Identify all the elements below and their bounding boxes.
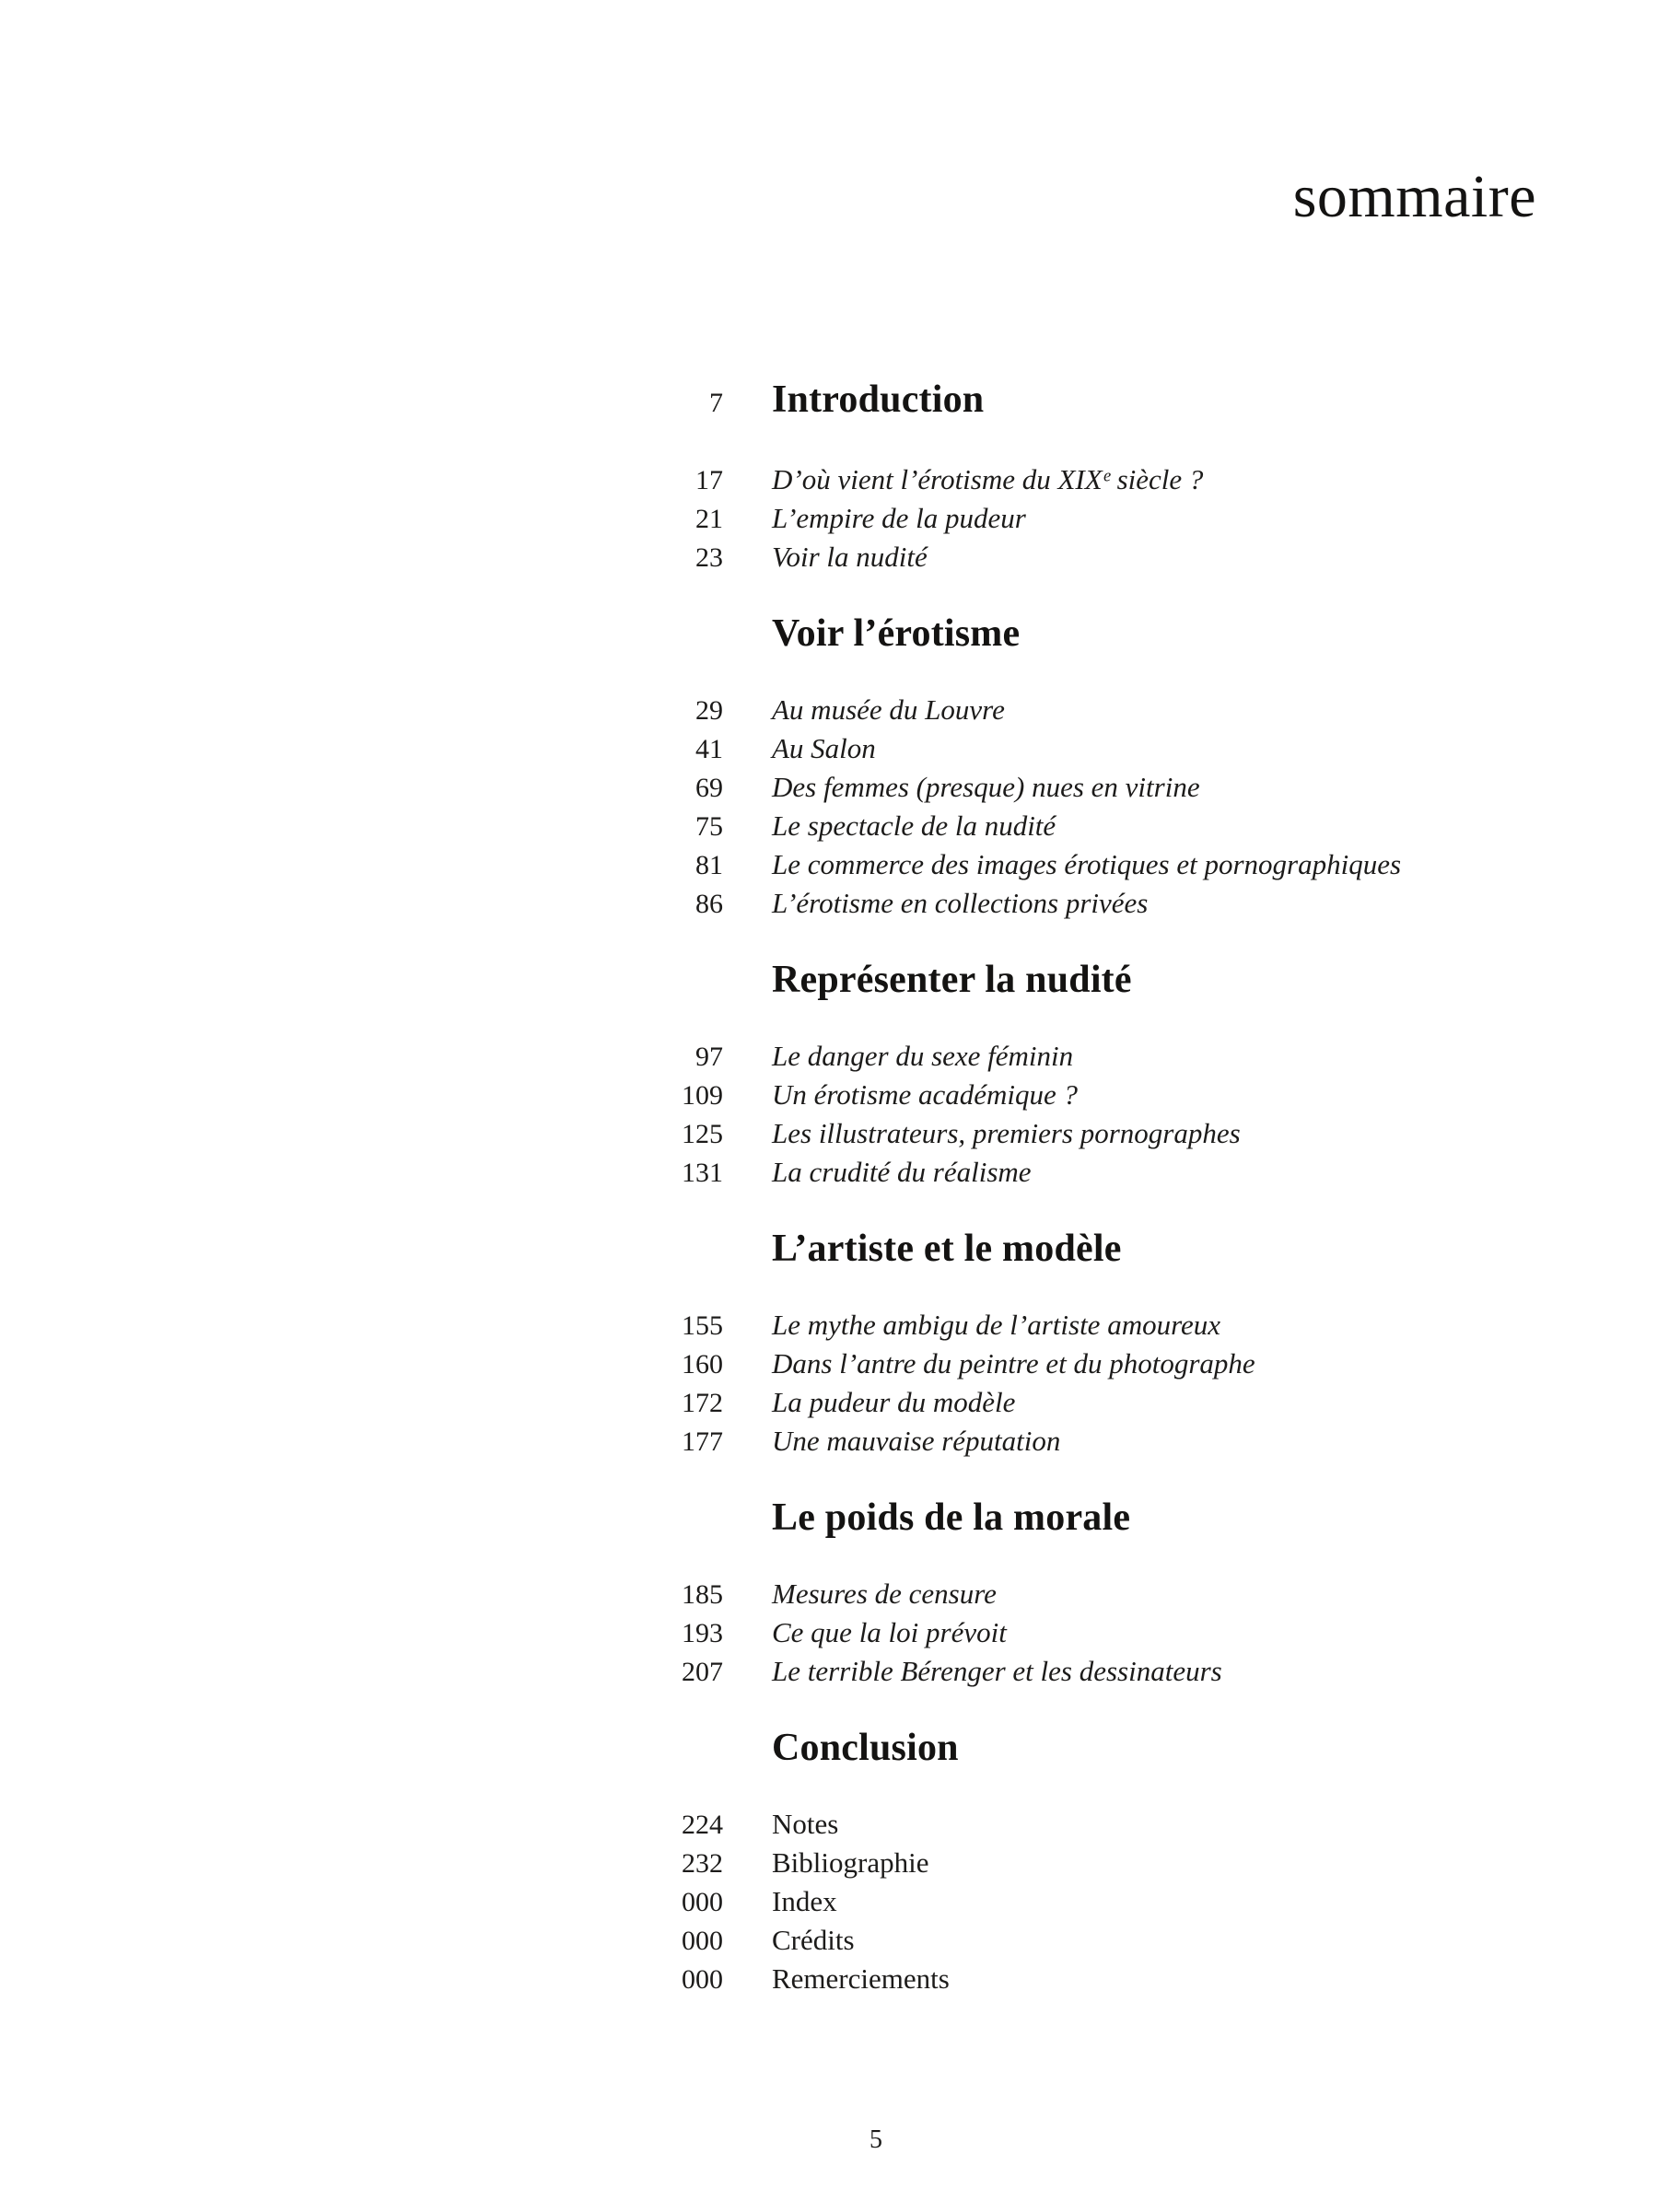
entry-page-number: 207: [682, 1657, 723, 1687]
entry-page-number: 75: [695, 811, 723, 842]
toc-entry: [645, 1844, 1529, 1882]
entry-title: Dans l’antre du peintre et du photographe: [772, 1347, 1255, 1380]
entry-page-number: 000: [682, 1964, 723, 1995]
toc-section-introduction: [645, 376, 1529, 576]
entry-page-number: 41: [695, 734, 723, 764]
toc-entry: [645, 1306, 1529, 1345]
entry-title: Le spectacle de la nudité: [772, 809, 1056, 842]
toc-entry: [645, 807, 1529, 845]
toc-entry: [645, 538, 1529, 576]
toc-entry: [645, 884, 1529, 923]
entry-title: D’où vient l’érotisme du XIXᵉ siècle ?: [772, 463, 1204, 495]
entry-page-number: 160: [682, 1349, 723, 1380]
entry-page-number: 86: [695, 889, 723, 919]
entry-page-number: 29: [695, 695, 723, 726]
entry-page-number: 172: [682, 1388, 723, 1418]
entry-title: Au Salon: [772, 732, 876, 764]
section-heading-row: [645, 956, 1529, 1004]
entry-title: La crudité du réalisme: [772, 1156, 1032, 1188]
section-heading-row: [645, 610, 1529, 658]
toc-entry: [645, 691, 1529, 729]
section-heading: Introduction: [772, 378, 985, 421]
section-heading: Le poids de la morale: [772, 1496, 1131, 1539]
toc-entry: [645, 1921, 1529, 1960]
entry-title: Voir la nudité: [772, 541, 928, 573]
toc-entry: [645, 499, 1529, 538]
entry-title: Index: [772, 1885, 837, 1917]
entry-page-number: 81: [695, 850, 723, 880]
section-heading: L’artiste et le modèle: [772, 1228, 1122, 1270]
toc-entry: [645, 1575, 1529, 1613]
entry-title: La pudeur du modèle: [772, 1386, 1016, 1418]
toc-entry: [645, 729, 1529, 768]
entry-page-number: 000: [682, 1926, 723, 1956]
toc-section-representer-la-nudite: [645, 956, 1529, 1192]
toc-entry: [645, 1076, 1529, 1114]
section-page-number: 7: [709, 388, 723, 418]
entry-page-number: 131: [682, 1158, 723, 1188]
entry-page-number: 109: [682, 1080, 723, 1111]
toc-entry: [645, 845, 1529, 884]
section-heading-row: [645, 1724, 1529, 1772]
toc-entry: [645, 1882, 1529, 1921]
entry-title: Une mauvaise réputation: [772, 1425, 1061, 1457]
entry-title: Crédits: [772, 1924, 855, 1956]
entry-page-number: 17: [695, 465, 723, 495]
toc-entry: [645, 1153, 1529, 1192]
entry-title: Un érotisme académique ?: [772, 1078, 1079, 1111]
entry-title: L’empire de la pudeur: [772, 502, 1026, 534]
entry-page-number: 185: [682, 1579, 723, 1610]
entry-page-number: 21: [695, 504, 723, 534]
section-heading-row: [645, 1225, 1529, 1273]
entry-title: Des femmes (presque) nues en vitrine: [772, 771, 1200, 803]
toc-section-voir-erotisme: [645, 610, 1529, 923]
entry-title: Le commerce des images érotiques et pornographiques: [772, 848, 1402, 880]
toc-entry: [645, 460, 1529, 499]
section-heading-row: [645, 1494, 1529, 1542]
toc-entry: [645, 1422, 1529, 1461]
toc-entry: [645, 1652, 1529, 1691]
entry-page-number: 177: [682, 1426, 723, 1457]
entry-title: Le danger du sexe féminin: [772, 1040, 1074, 1072]
entry-page-number: 232: [682, 1848, 723, 1879]
toc-entry: [645, 1613, 1529, 1652]
table-of-contents: [645, 376, 1529, 1998]
entry-title: Le mythe ambigu de l’artiste amoureux: [772, 1309, 1221, 1341]
entry-title: Remerciements: [772, 1962, 950, 1995]
entry-page-number: 224: [682, 1810, 723, 1840]
folio-page-number: 5: [870, 2125, 882, 2154]
toc-entry: [645, 1114, 1529, 1153]
entry-title: Mesures de censure: [772, 1578, 997, 1610]
entry-title: Notes: [772, 1808, 839, 1840]
entry-title: Ce que la loi prévoit: [772, 1616, 1007, 1648]
entry-page-number: 23: [695, 542, 723, 573]
toc-entry: [645, 1037, 1529, 1076]
entry-page-number: 000: [682, 1887, 723, 1917]
section-heading-row: [645, 376, 1529, 427]
section-heading: Représenter la nudité: [772, 959, 1132, 1001]
entry-title: Au musée du Louvre: [772, 693, 1005, 726]
entry-title: L’érotisme en collections privées: [772, 887, 1149, 919]
entry-title: Bibliographie: [772, 1846, 929, 1879]
toc-section-poids-de-la-morale: [645, 1494, 1529, 1691]
entry-page-number: 193: [682, 1618, 723, 1648]
section-heading: Voir l’érotisme: [772, 612, 1021, 655]
section-heading: Conclusion: [772, 1727, 959, 1769]
toc-entry: [645, 1345, 1529, 1383]
entry-title: Les illustrateurs, premiers pornographes: [772, 1117, 1241, 1149]
toc-entry: [645, 1960, 1529, 1998]
toc-section-artiste-et-modele: [645, 1225, 1529, 1461]
entry-page-number: 97: [695, 1042, 723, 1072]
page-title: sommaire: [1292, 163, 1536, 230]
toc-entry: [645, 768, 1529, 807]
toc-entry: [645, 1805, 1529, 1844]
entry-page-number: 125: [682, 1119, 723, 1149]
toc-section-conclusion: [645, 1724, 1529, 1998]
entry-page-number: 155: [682, 1310, 723, 1341]
entry-page-number: 69: [695, 773, 723, 803]
toc-entry: [645, 1383, 1529, 1422]
entry-title: Le terrible Bérenger et les dessinateurs: [772, 1655, 1222, 1687]
